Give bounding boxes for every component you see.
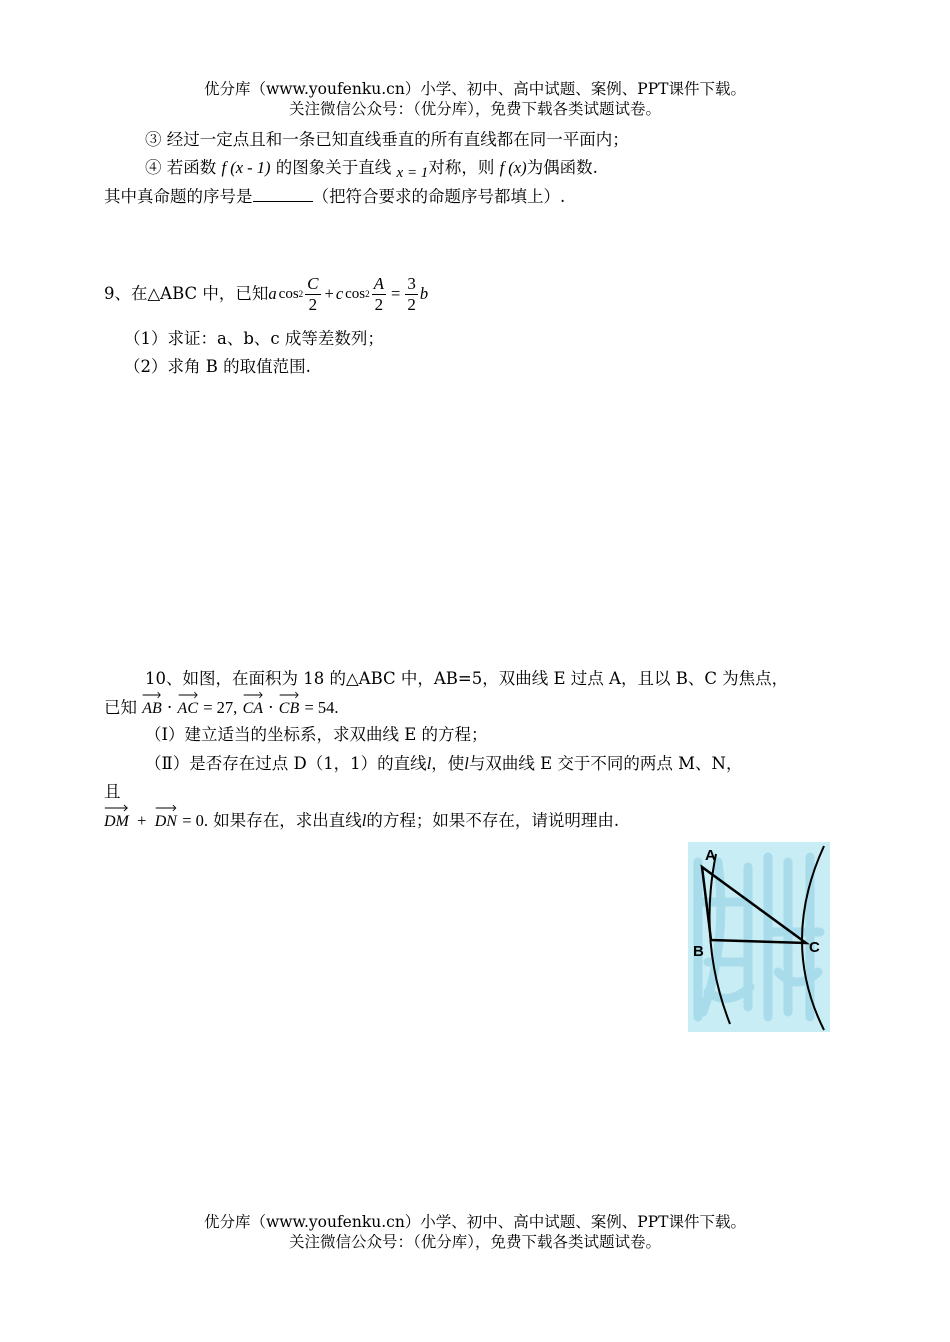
vector-AB <box>142 698 162 720</box>
q9-eq-b: b <box>419 284 429 303</box>
vector-CB-text: CB <box>278 700 300 717</box>
q9-frac-a2-num: A <box>373 273 385 293</box>
q10-part2-e: 的方程；如果不存在，请说明理由. <box>366 811 620 830</box>
label-A: A <box>705 847 716 864</box>
vector-CB <box>279 698 299 720</box>
q8-prompt-a: 其中真命题的序号是 <box>104 187 253 206</box>
q9-frac-32 <box>405 274 418 315</box>
answer-blank[interactable] <box>253 187 313 202</box>
q9-frac-32-den: 2 <box>407 294 416 314</box>
q9-frac-c2-num: C <box>307 273 319 293</box>
q9-frac-32-num: 3 <box>407 273 416 293</box>
q8-prompt <box>104 186 565 208</box>
q9-intro: 9、在△ABC 中，已知 <box>104 284 269 303</box>
q8-item4-text-d: 为偶函数. <box>526 158 598 177</box>
q10-known-label: 已知 <box>104 698 137 717</box>
q9-part-2: （2）求角 B 的取值范围. <box>124 357 311 376</box>
q9-eq-c: c <box>335 284 344 303</box>
footer-line-2: 关注微信公众号：（优分库），免费下载各类试题试卷。 <box>288 1233 661 1251</box>
q10-part-1: （Ⅰ）建立适当的坐标系，求双曲线 E 的方程； <box>145 725 488 744</box>
q10-plus: + <box>137 811 147 830</box>
header-line-2: 关注微信公众号：（优分库），免费下载各类试题试卷。 <box>288 100 661 118</box>
q8-item4-text-a: ④ 若函数 <box>145 158 217 177</box>
q9-eq-plus: + <box>324 284 334 303</box>
q10-intro: 10、如图，在面积为 18 的△ABC 中，AB=5，双曲线 E 过点 A，且以 B、C 为焦点， <box>145 669 789 688</box>
q10-part2-b: ，使 <box>431 754 465 773</box>
vector-DM-text: DM <box>104 813 129 830</box>
vector-CA <box>243 698 263 720</box>
q10-and: 且 <box>104 782 121 801</box>
q10-line-l-3: l <box>361 811 367 830</box>
q8-item-4 <box>145 157 598 184</box>
footer-line-1: 优分库（www.youfenku.cn）小学、初中、高中试题、案例、PPT课件下载。 <box>203 1213 747 1231</box>
q10-condition <box>104 810 619 833</box>
q10-eq0: = 0. <box>182 811 208 830</box>
q8-item4-fx: f (x) <box>499 158 527 177</box>
q10-part2-d: 如果存在，求出直线 <box>213 811 362 830</box>
q9-eq-cos1: cos <box>278 286 299 302</box>
q10-line-l-1: l <box>426 754 432 773</box>
q10-figure <box>688 842 830 1032</box>
q10-part-2 <box>145 753 743 775</box>
q9-eq-a: a <box>268 284 277 303</box>
q10-line-l-2: l <box>464 754 469 773</box>
header-line-1: 优分库（www.youfenku.cn）小学、初中、高中试题、案例、PPT课件下载。 <box>203 80 747 98</box>
q10-known <box>104 697 339 720</box>
q9-frac-c2 <box>305 274 320 315</box>
q9-frac-a2-den: 2 <box>374 294 384 314</box>
q10-eq27: = 27, <box>203 698 238 717</box>
q9-eq-cos2: cos <box>345 286 366 302</box>
q10-dot-1: · <box>167 698 173 717</box>
vector-AC-text: AC <box>177 700 198 717</box>
vector-CA-text: CA <box>242 700 264 717</box>
q9-eq-sq2: 2 <box>365 289 370 299</box>
label-C: C <box>809 939 820 956</box>
q8-item4-text-c: 对称，则 <box>428 158 495 177</box>
q10-dot-2: · <box>268 698 274 717</box>
q9-eq-equals: = <box>391 284 401 303</box>
q9-frac-a2 <box>372 274 386 315</box>
hyperbola-figure-svg <box>688 842 830 1032</box>
q8-item4-x1: x = 1 <box>396 165 429 181</box>
q9-statement <box>104 267 428 321</box>
q8-item-3: ③ 经过一定点且和一条已知直线垂直的所有直线都在同一平面内； <box>145 130 629 149</box>
q9-frac-c2-den: 2 <box>308 294 318 314</box>
label-B: B <box>693 943 704 960</box>
q9-part-1: （1）求证：a、b、c 成等差数列； <box>124 329 384 348</box>
vector-AC <box>178 698 198 720</box>
q8-item4-fx1: f (x - 1) <box>221 158 271 177</box>
vector-DN-text: DN <box>154 813 177 830</box>
vector-AB-text: AB <box>142 700 162 717</box>
q10-part2-c: 与双曲线 E 交于不同的两点 M、N， <box>468 754 743 773</box>
vector-DM <box>104 811 129 833</box>
q8-prompt-b: （把符合要求的命题序号都填上）. <box>312 187 566 206</box>
q9-eq-sq1: 2 <box>298 289 304 299</box>
vector-DN <box>155 811 177 833</box>
q10-eq54: = 54. <box>304 698 339 717</box>
q10-part2-a: （Ⅱ）是否存在过点 D（1，1）的直线 <box>145 754 427 773</box>
q8-item4-text-b: 的图象关于直线 <box>275 158 392 177</box>
